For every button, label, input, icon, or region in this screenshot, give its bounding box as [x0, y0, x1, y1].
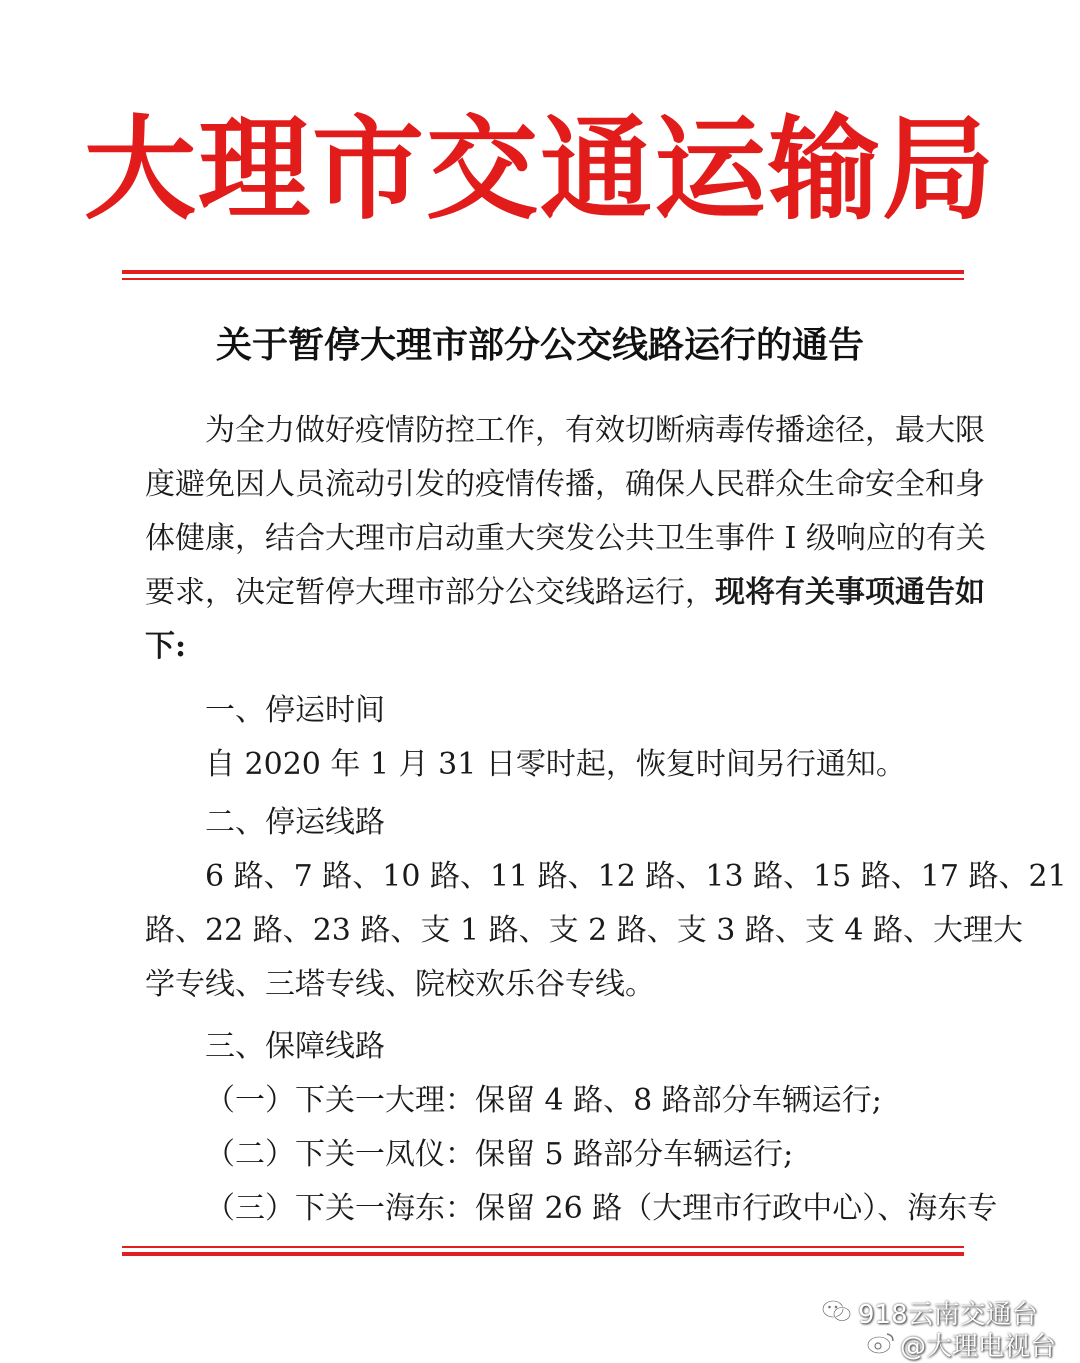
intro-line-4 — [145, 566, 985, 620]
section-2-line-1: 6 路、7 路、10 路、11 路、12 路、13 路、15 路、17 路、21 — [205, 859, 1067, 894]
section-2 — [145, 796, 1067, 1012]
intro-line-3: 体健康，结合大理市启动重大突发公共卫生事件 I 级响应的有关 — [145, 521, 986, 556]
intro-line-1: 为全力做好疫情防控工作，有效切断病毒传播途径，最大限 — [205, 413, 985, 448]
intro-line-2: 度避免因人员流动引发的疫情传播，确保人民群众生命安全和身 — [145, 467, 985, 502]
intro-line-4-bold: 现将有关事项通告如 — [715, 575, 985, 610]
section-2-line-3: 学专线、三塔专线、院校欢乐谷专线。 — [145, 967, 655, 1002]
wechat-icon — [822, 1298, 852, 1324]
section-1-heading: 一、停运时间 — [205, 693, 385, 728]
section-3-item-3: （三）下关一海东：保留 26 路（大理市行政中心）、海东专 — [205, 1191, 998, 1226]
section-2-heading: 二、停运线路 — [205, 805, 385, 840]
section-1-text: 自 2020 年 1 月 31 日零时起，恢复时间另行通知。 — [205, 747, 906, 782]
top-rule-thick — [122, 270, 964, 274]
intro-line-5: 下: — [145, 629, 187, 664]
weibo-account-watermark: @大理电视台 — [900, 1332, 1057, 1362]
intro-paragraph — [145, 404, 986, 674]
weibo-icon — [866, 1330, 896, 1356]
notice-title: 关于暂停大理市部分公交线路运行的通告 — [215, 325, 864, 366]
section-1 — [145, 684, 945, 792]
bottom-rule-thick — [122, 1252, 964, 1256]
section-3-item-2: （二）下关一凤仪：保留 5 路部分车辆运行; — [205, 1137, 794, 1172]
agency-header: 大理市交通运输局 — [84, 105, 996, 235]
top-rule-thin — [122, 278, 964, 280]
section-2-line-2: 路、22 路、23 路、支 1 路、支 2 路、支 3 路、支 4 路、大理大 — [145, 913, 1024, 948]
wechat-account-watermark: 918云南交通台 — [858, 1300, 1038, 1330]
intro-line-4-normal: 要求，决定暂停大理市部分公交线路运行， — [145, 575, 715, 610]
bottom-rule-thin — [122, 1246, 964, 1248]
section-3 — [145, 1020, 998, 1236]
section-3-item-1: （一）下关一大理：保留 4 路、8 路部分车辆运行; — [205, 1083, 882, 1118]
section-3-heading: 三、保障线路 — [205, 1029, 385, 1064]
